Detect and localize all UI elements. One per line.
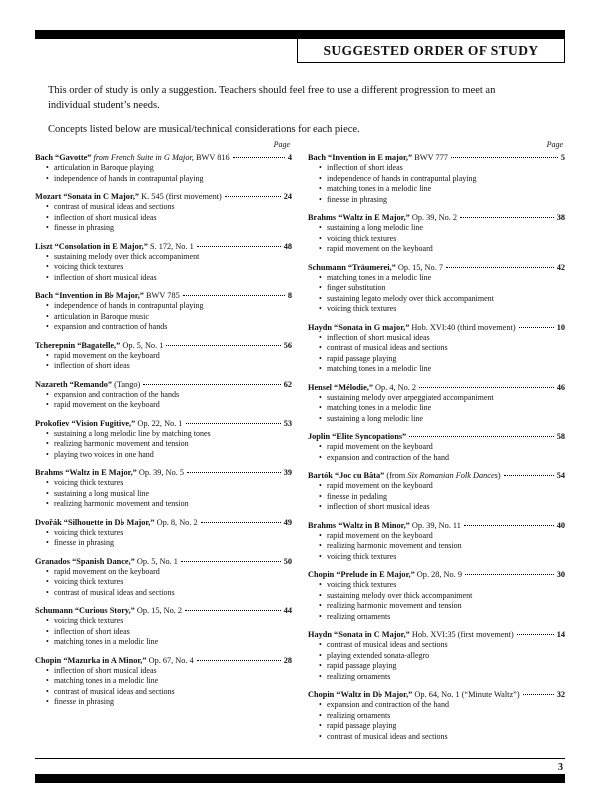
bullet-icon: •	[46, 212, 49, 222]
concept-list	[319, 442, 565, 463]
study-entry	[35, 556, 292, 599]
entry-title: Tcherepnin “Bagatelle,” Op. 5, No. 1	[35, 340, 164, 350]
bullet-icon: •	[46, 577, 49, 586]
bullet-icon: •	[319, 491, 322, 501]
concept-list	[46, 252, 292, 284]
bullet-icon: •	[319, 364, 322, 373]
bullet-icon: •	[319, 551, 322, 561]
concept-bullet: • voicing thick textures	[46, 478, 124, 487]
dot-leader	[504, 475, 554, 476]
bullet-icon: •	[319, 184, 322, 193]
bullet-icon: •	[46, 449, 49, 459]
entry-title: Chopin “Waltz in D♭ Major,” Op. 64, No. 1 (“Minute Waltz”)	[308, 690, 520, 699]
page-number: 3	[558, 762, 563, 773]
bullet-icon: •	[46, 223, 49, 232]
bullet-icon: •	[46, 478, 49, 487]
entry-page-number: 58	[556, 432, 565, 441]
concept-bullet: • realizing ornaments	[319, 611, 391, 621]
concept-bullet: • voicing thick textures	[319, 304, 397, 313]
dot-leader	[233, 157, 285, 158]
concept-bullet: • rapid movement on the keyboard	[319, 442, 433, 451]
entry-heading	[35, 340, 292, 351]
entry-heading	[308, 520, 565, 531]
bullet-icon: •	[319, 580, 322, 589]
entry-title: Brahms “Waltz in E Major,” Op. 39, No. 5	[35, 468, 185, 477]
study-entry	[308, 262, 565, 315]
entry-heading	[308, 470, 565, 481]
bullet-icon: •	[319, 392, 322, 402]
concept-bullet: • independence of hands in contrapuntal playing	[319, 173, 477, 183]
entry-title: Bach “Invention in E major,” BWV 777	[308, 153, 448, 162]
concept-bullet: • voicing thick textures	[46, 616, 124, 625]
bullet-icon: •	[46, 697, 49, 706]
bullet-icon: •	[319, 163, 322, 172]
study-entry	[308, 520, 565, 563]
entry-page-number: 39	[283, 468, 292, 477]
bullet-icon: •	[319, 671, 322, 681]
bullet-icon: •	[319, 293, 322, 303]
bullet-icon: •	[319, 541, 322, 550]
entry-heading	[35, 379, 292, 390]
entry-title: Haydn “Sonata in C Major,” Hob. XVI:35 (first movement)	[308, 630, 514, 639]
entry-title: Haydn “Sonata in G major,” Hob. XVI:40 (third movement)	[308, 322, 516, 332]
page-title-box	[297, 39, 565, 63]
concept-bullet: • voicing thick textures	[319, 233, 397, 243]
entry-heading	[308, 152, 565, 163]
bullet-icon: •	[319, 530, 322, 540]
concept-bullet: • realizing harmonic movement and tension	[319, 601, 462, 610]
entry-title: Joplin “Elite Syncopations”	[308, 432, 407, 441]
concept-bullet: • articulation in Baroque playing	[46, 163, 154, 172]
bullet-icon: •	[46, 262, 49, 271]
concept-bullet: • matching tones in a melodic line	[319, 364, 432, 373]
study-entry	[35, 379, 292, 411]
concept-list	[46, 616, 292, 648]
concept-bullet: • rapid movement on the keyboard	[46, 566, 160, 576]
entry-page-number: 54	[556, 471, 565, 480]
concept-list	[319, 700, 565, 742]
intro-paragraph-1: This order of study is only a suggestion. Teachers should feel free to use a different progression to meet an individual student’s needs.	[48, 85, 496, 111]
bullet-icon: •	[319, 353, 322, 363]
concept-list	[319, 580, 565, 622]
entry-heading	[308, 629, 565, 640]
bullet-icon: •	[46, 499, 49, 508]
bullet-icon: •	[46, 626, 49, 636]
intro-text	[48, 84, 498, 138]
concept-bullet: • finesse in phrasing	[319, 194, 387, 204]
concept-list	[46, 478, 292, 510]
concept-bullet: • finger substitution	[319, 283, 386, 292]
entry-page-number: 50	[283, 556, 292, 566]
concept-bullet: • rapid movement on the keyboard	[319, 244, 433, 253]
bullet-icon: •	[319, 700, 322, 709]
bullet-icon: •	[46, 676, 49, 685]
bullet-icon: •	[46, 527, 49, 537]
concept-bullet: • expansion and contraction of hands	[46, 322, 168, 331]
entry-page-number: 40	[556, 520, 565, 530]
bottom-rule-bar	[35, 774, 565, 783]
bullet-icon: •	[46, 637, 49, 646]
concept-bullet: • sustaining melody over thick accompaniment	[46, 251, 200, 261]
concept-bullet: • realizing ornaments	[319, 710, 391, 720]
bullet-icon: •	[319, 442, 322, 451]
dot-leader	[197, 246, 281, 247]
concept-bullet: • sustaining a long melodic line	[319, 223, 423, 232]
study-entry	[35, 152, 292, 184]
entry-heading	[308, 382, 565, 393]
concept-bullet: • matching tones in a melodic line	[319, 184, 432, 193]
dot-leader	[517, 634, 554, 635]
dot-leader	[460, 217, 554, 218]
bullet-icon: •	[319, 721, 322, 730]
entry-page-number: 62	[283, 379, 292, 389]
concept-list	[46, 163, 292, 184]
study-entry	[308, 431, 565, 463]
entry-title: Nazareth “Remando” (Tango)	[35, 379, 141, 389]
concept-list	[46, 528, 292, 549]
concept-bullet: • independence of hands in contrapuntal playing	[46, 173, 204, 183]
concept-bullet: • contrast of musical ideas and sections	[319, 640, 448, 649]
entry-heading	[35, 517, 292, 528]
entry-page-number: 5	[560, 153, 565, 162]
footer-rule	[35, 758, 565, 759]
dot-leader	[187, 472, 281, 473]
entry-heading	[35, 241, 292, 252]
concept-bullet: • contrast of musical ideas and sections	[46, 202, 175, 211]
entry-page-number: 28	[283, 655, 292, 665]
concept-bullet: • finesse in phrasing	[46, 538, 114, 547]
bullet-icon: •	[46, 322, 49, 331]
dot-leader	[465, 574, 554, 575]
entry-title: Hensel “Mélodie,” Op. 4, No. 2	[308, 382, 417, 392]
concept-bullet: • matching tones in a melodic line	[46, 637, 159, 646]
bullet-icon: •	[319, 661, 322, 670]
entry-title: Schumann “Curious Story,” Op. 15, No. 2	[35, 606, 183, 615]
entry-page-number: 32	[556, 690, 565, 699]
entry-page-number: 42	[556, 262, 565, 272]
concept-bullet: • inflection of short ideas	[46, 361, 130, 370]
concept-bullet: • realizing ornaments	[319, 671, 391, 681]
dot-leader	[451, 157, 558, 158]
bullet-icon: •	[46, 439, 49, 448]
entry-title: Chopin “Mazurka in A Minor,” Op. 67, No. 4	[35, 655, 194, 665]
concept-list	[46, 301, 292, 333]
bullet-icon: •	[46, 389, 49, 399]
concept-bullet: • rapid movement on the keyboard	[46, 400, 160, 409]
bullet-icon: •	[319, 710, 322, 720]
concept-bullet: • inflection of short musical ideas	[319, 502, 430, 511]
entry-page-number: 46	[556, 382, 565, 392]
entry-title: Chopin “Prelude in E Major,” Op. 28, No. 9	[308, 570, 462, 579]
entry-title: Liszt “Consolation in E Major,” S. 172, No. 1	[35, 241, 194, 251]
concept-bullet: • expansion and contraction of the hand	[319, 700, 449, 709]
entry-heading	[35, 418, 292, 429]
study-entry	[35, 418, 292, 461]
concept-bullet: • expansion and contraction of the hands	[46, 389, 180, 399]
concept-bullet: • finesse in phrasing	[46, 223, 114, 232]
concept-bullet: • finesse in pedaling	[319, 491, 387, 501]
dot-leader	[166, 345, 280, 346]
concept-bullet: • matching tones in a melodic line	[46, 676, 159, 685]
concept-list	[46, 351, 292, 372]
concept-bullet: • inflection of short musical ideas	[46, 272, 157, 282]
entry-heading	[308, 212, 565, 223]
concept-bullet: • voicing thick textures	[319, 551, 397, 561]
entry-title: Mozart “Sonata in C Major,” K. 545 (first movement)	[35, 192, 222, 201]
bullet-icon: •	[46, 686, 49, 696]
bullet-icon: •	[319, 403, 322, 412]
dot-leader	[143, 384, 280, 385]
concept-bullet: • rapid movement on the keyboard	[319, 530, 433, 540]
intro-paragraph-2: Concepts listed below are musical/technical considerations for each piece.	[48, 124, 360, 136]
concept-bullet: • inflection of short ideas	[46, 626, 130, 636]
concept-bullet: • voicing thick textures	[319, 580, 397, 589]
bullet-icon: •	[319, 233, 322, 243]
dot-leader	[181, 561, 281, 562]
entry-title: Dvořák “Silhouette in D♭ Major,” Op. 8, No. 2	[35, 517, 198, 527]
study-entry	[35, 517, 292, 549]
entry-title: Brahms “Waltz in B Minor,” Op. 39, No. 11	[308, 520, 461, 530]
entry-heading	[308, 689, 565, 700]
study-entry	[308, 322, 565, 375]
entry-page-number: 24	[283, 192, 292, 201]
concept-list	[319, 640, 565, 682]
bullet-icon: •	[46, 173, 49, 183]
entry-heading	[35, 605, 292, 616]
dot-leader	[197, 660, 281, 661]
concept-list	[46, 666, 292, 708]
concept-bullet: • contrast of musical ideas and sections	[46, 587, 175, 597]
bullet-icon: •	[319, 481, 322, 490]
bullet-icon: •	[319, 413, 322, 423]
dot-leader	[523, 694, 554, 695]
dot-leader	[419, 387, 554, 388]
concept-bullet: • expansion and contraction of the hand	[319, 452, 449, 462]
entry-title: Bach “Invention in B♭ Major,” BWV 785	[35, 291, 180, 300]
bullet-icon: •	[319, 452, 322, 462]
study-columns	[35, 140, 565, 749]
entry-page-number: 49	[283, 517, 292, 527]
concept-bullet: • sustaining a long melodic line by matching tones	[46, 428, 211, 438]
entry-page-number: 4	[287, 153, 292, 162]
entry-heading	[35, 191, 292, 202]
concept-bullet: • rapid passage playing	[319, 353, 397, 363]
entry-title: Brahms “Waltz in E Major,” Op. 39, No. 2	[308, 213, 458, 222]
dot-leader	[201, 522, 281, 523]
concept-bullet: • voicing thick textures	[46, 577, 124, 586]
bullet-icon: •	[46, 202, 49, 211]
concept-bullet: • sustaining melody over thick accompaniment	[319, 590, 473, 600]
bullet-icon: •	[319, 343, 322, 352]
concept-list	[319, 223, 565, 255]
entry-heading	[35, 290, 292, 301]
entry-page-number: 53	[283, 418, 292, 428]
study-entry	[35, 467, 292, 510]
page-column-label-right: Page	[546, 140, 563, 149]
dot-leader	[186, 423, 281, 424]
study-entry	[35, 340, 292, 372]
study-entry	[308, 629, 565, 682]
bullet-icon: •	[46, 665, 49, 675]
concept-list	[46, 202, 292, 234]
bullet-icon: •	[46, 301, 49, 310]
concept-bullet: • articulation in Baroque music	[46, 311, 149, 321]
bullet-icon: •	[46, 361, 49, 370]
entry-heading	[308, 569, 565, 580]
entry-heading	[35, 655, 292, 666]
bullet-icon: •	[319, 601, 322, 610]
column-right	[308, 140, 565, 749]
bullet-icon: •	[46, 488, 49, 498]
concept-bullet: • contrast of musical ideas and sections	[46, 686, 175, 696]
entry-page-number: 48	[283, 241, 292, 251]
bullet-icon: •	[46, 311, 49, 321]
bullet-icon: •	[46, 350, 49, 360]
concept-bullet: • inflection of short musical ideas	[46, 665, 157, 675]
study-entry	[308, 569, 565, 622]
concept-bullet: • voicing thick textures	[46, 262, 124, 271]
bullet-icon: •	[46, 428, 49, 438]
concept-list	[319, 163, 565, 205]
dot-leader	[409, 436, 554, 437]
entry-title: Bartók “Joc cu Bâta” (from Six Romanian Folk Dances)	[308, 471, 501, 480]
dot-leader	[225, 196, 281, 197]
entry-page-number: 44	[283, 606, 292, 615]
concept-bullet: • playing extended sonata-allegro	[319, 650, 430, 660]
concept-bullet: • rapid passage playing	[319, 721, 397, 730]
concept-list	[319, 481, 565, 513]
bullet-icon: •	[319, 731, 322, 741]
concept-list	[46, 429, 292, 461]
bullet-icon: •	[46, 400, 49, 409]
entry-title: Prokofiev “Vision Fugitive,” Op. 22, No. 1	[35, 418, 183, 428]
concept-list	[46, 390, 292, 411]
study-entry	[308, 470, 565, 513]
concept-bullet: • realizing harmonic movement and tension	[46, 499, 189, 508]
bullet-icon: •	[46, 251, 49, 261]
study-entry	[35, 605, 292, 648]
entry-title: Bach “Gavotte” from French Suite in G Major, BWV 816	[35, 153, 230, 162]
bullet-icon: •	[319, 283, 322, 292]
concept-bullet: • finesse in phrasing	[46, 697, 114, 706]
entry-title: Granados “Spanish Dance,” Op. 5, No. 1	[35, 556, 178, 566]
bullet-icon: •	[319, 650, 322, 660]
bullet-icon: •	[319, 194, 322, 204]
concept-bullet: • inflection of short musical ideas	[319, 332, 430, 342]
bullet-icon: •	[319, 244, 322, 253]
entry-heading	[35, 152, 292, 163]
concept-list	[319, 531, 565, 563]
top-rule-bar	[35, 30, 565, 39]
entry-heading	[308, 262, 565, 273]
page-column-label-left: Page	[273, 140, 290, 149]
concept-bullet: • inflection of short ideas	[319, 163, 403, 172]
bullet-icon: •	[46, 163, 49, 172]
bullet-icon: •	[46, 616, 49, 625]
dot-leader	[464, 525, 554, 526]
concept-bullet: • realizing harmonic movement and tension	[319, 541, 462, 550]
concept-bullet: • rapid passage playing	[319, 661, 397, 670]
concept-bullet: • playing two voices in one hand	[46, 449, 154, 459]
concept-bullet: • independence of hands in contrapuntal playing	[46, 301, 204, 310]
dot-leader	[519, 327, 554, 328]
bullet-icon: •	[319, 332, 322, 342]
entry-page-number: 56	[283, 340, 292, 350]
study-entry	[308, 212, 565, 255]
entry-heading	[35, 467, 292, 478]
concept-bullet: • matching tones in a melodic line	[319, 272, 432, 282]
bullet-icon: •	[319, 590, 322, 600]
concept-bullet: • inflection of short musical ideas	[46, 212, 157, 222]
concept-list	[319, 273, 565, 315]
dot-leader	[183, 295, 285, 296]
concept-bullet: • contrast of musical ideas and sections	[319, 731, 448, 741]
bullet-icon: •	[46, 538, 49, 547]
bullet-icon: •	[46, 587, 49, 597]
concept-bullet: • contrast of musical ideas and sections	[319, 343, 448, 352]
entry-heading	[308, 322, 565, 333]
study-entry	[308, 152, 565, 205]
bullet-icon: •	[319, 304, 322, 313]
concept-bullet: • sustaining a long melodic line	[319, 413, 423, 423]
entry-page-number: 14	[556, 630, 565, 639]
study-entry	[35, 655, 292, 708]
concept-bullet: • sustaining melody over arpeggiated accompaniment	[319, 392, 494, 402]
entry-heading	[35, 556, 292, 567]
bullet-icon: •	[319, 502, 322, 511]
study-entry	[35, 290, 292, 333]
dot-leader	[185, 610, 281, 611]
dot-leader	[446, 267, 554, 268]
study-entry	[35, 241, 292, 284]
bullet-icon: •	[319, 272, 322, 282]
study-entry	[35, 191, 292, 234]
bullet-icon: •	[319, 611, 322, 621]
concept-bullet: • voicing thick textures	[46, 527, 124, 537]
concept-list	[319, 333, 565, 375]
entry-page-number: 38	[556, 213, 565, 222]
study-entry	[308, 382, 565, 425]
concept-list	[319, 393, 565, 425]
bullet-icon: •	[319, 223, 322, 232]
concept-bullet: • sustaining a long musical line	[46, 488, 150, 498]
column-left	[35, 140, 292, 749]
bullet-icon: •	[46, 566, 49, 576]
concept-bullet: • matching tones in a melodic line	[319, 403, 432, 412]
concept-bullet: • rapid movement on the keyboard	[46, 350, 160, 360]
page-title: SUGGESTED ORDER OF STUDY	[323, 42, 539, 58]
bullet-icon: •	[319, 640, 322, 649]
entry-heading	[308, 431, 565, 442]
concept-bullet: • realizing harmonic movement and tension	[46, 439, 189, 448]
entry-page-number: 30	[556, 570, 565, 579]
entry-title: Schumann “Träumerei,” Op. 15, No. 7	[308, 262, 443, 272]
concept-list	[46, 567, 292, 599]
bullet-icon: •	[46, 272, 49, 282]
concept-bullet: • sustaining legato melody over thick accompaniment	[319, 293, 494, 303]
concept-bullet: • rapid movement on the keyboard	[319, 481, 433, 490]
entry-page-number: 8	[287, 291, 292, 300]
bullet-icon: •	[319, 173, 322, 183]
entry-page-number: 10	[556, 322, 565, 332]
study-entry	[308, 689, 565, 742]
